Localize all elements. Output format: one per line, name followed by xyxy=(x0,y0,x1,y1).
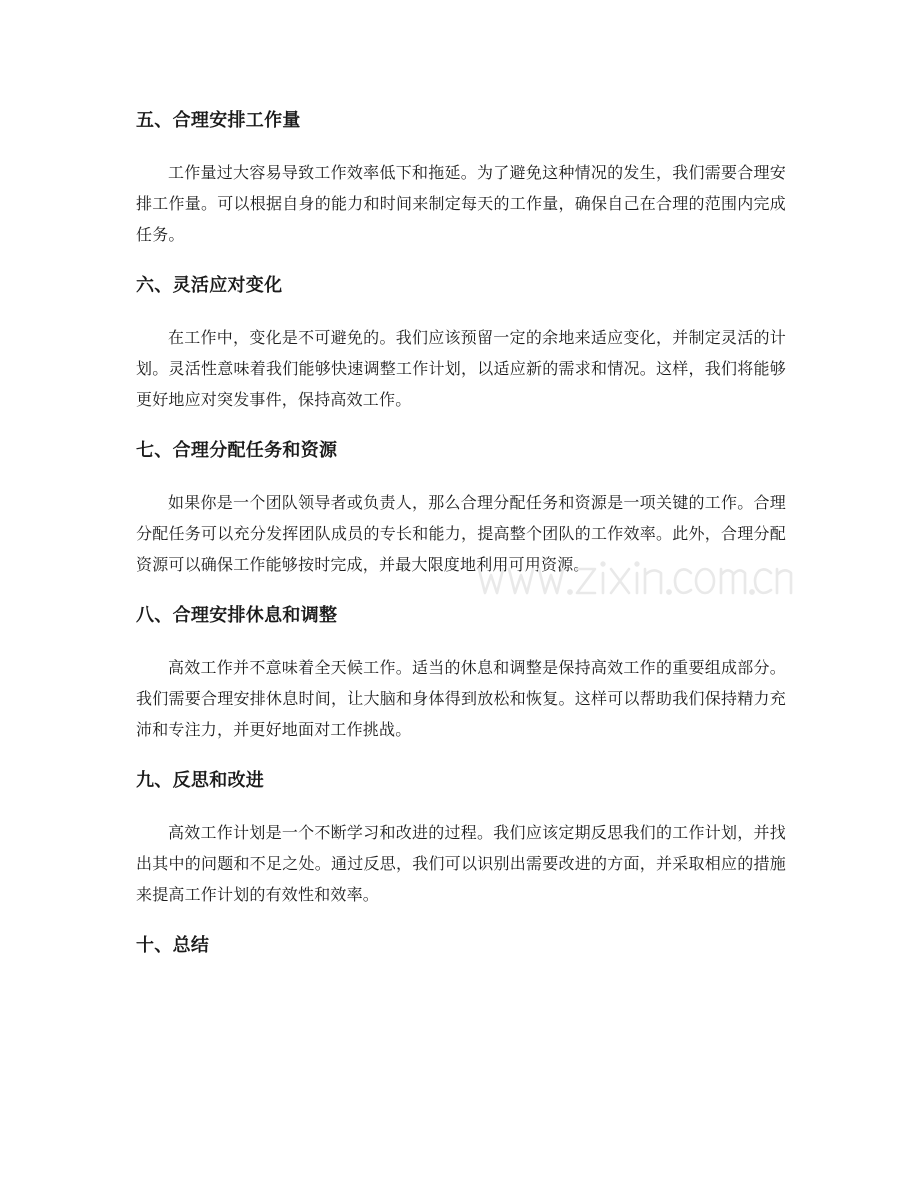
section-9 xyxy=(136,764,786,910)
section-10 xyxy=(136,929,786,963)
section-heading: 九、反思和改进 xyxy=(136,770,265,791)
section-heading: 十、总结 xyxy=(136,935,210,956)
section-paragraph: 如果你是一个团队领导者或负责人，那么合理分配任务和资源是一项关键的工作。合理分配任务可以充分发挥团队成员的专长和能力，提高整个团队的工作效率。此外，合理分配资源可以确保工作能够按时完成，并最大限度地利用可用资源。 xyxy=(136,493,786,574)
section-paragraph: 高效工作计划是一个不断学习和改进的过程。我们应该定期反思我们的工作计划，并找出其中的问题和不足之处。通过反思，我们可以识别出需要改进的方面，并采取相应的措施来提高工作计划的有效性和效率。 xyxy=(136,823,786,904)
section-heading: 五、合理安排工作量 xyxy=(136,110,301,131)
section-6 xyxy=(136,269,786,415)
section-5 xyxy=(136,104,786,250)
section-heading: 七、合理分配任务和资源 xyxy=(136,440,338,461)
section-paragraph: 高效工作并不意味着全天候工作。适当的休息和调整是保持高效工作的重要组成部分。我们需要合理安排休息时间，让大脑和身体得到放松和恢复。这样可以帮助我们保持精力充沛和专注力，并更好地面对工作挑战。 xyxy=(136,658,786,739)
document-body xyxy=(136,104,786,982)
section-heading: 八、合理安排休息和调整 xyxy=(136,605,338,626)
section-8 xyxy=(136,599,786,745)
section-7 xyxy=(136,434,786,580)
section-heading: 六、灵活应对变化 xyxy=(136,275,283,296)
section-paragraph: 在工作中，变化是不可避免的。我们应该预留一定的余地来适应变化，并制定灵活的计划。灵活性意味着我们能够快速调整工作计划，以适应新的需求和情况。这样，我们将能够更好地应对突发事件，保持高效工作。 xyxy=(136,328,786,409)
section-paragraph: 工作量过大容易导致工作效率低下和拖延。为了避免这种情况的发生，我们需要合理安排工作量。可以根据自身的能力和时间来制定每天的工作量，确保自己在合理的范围内完成任务。 xyxy=(136,163,786,244)
